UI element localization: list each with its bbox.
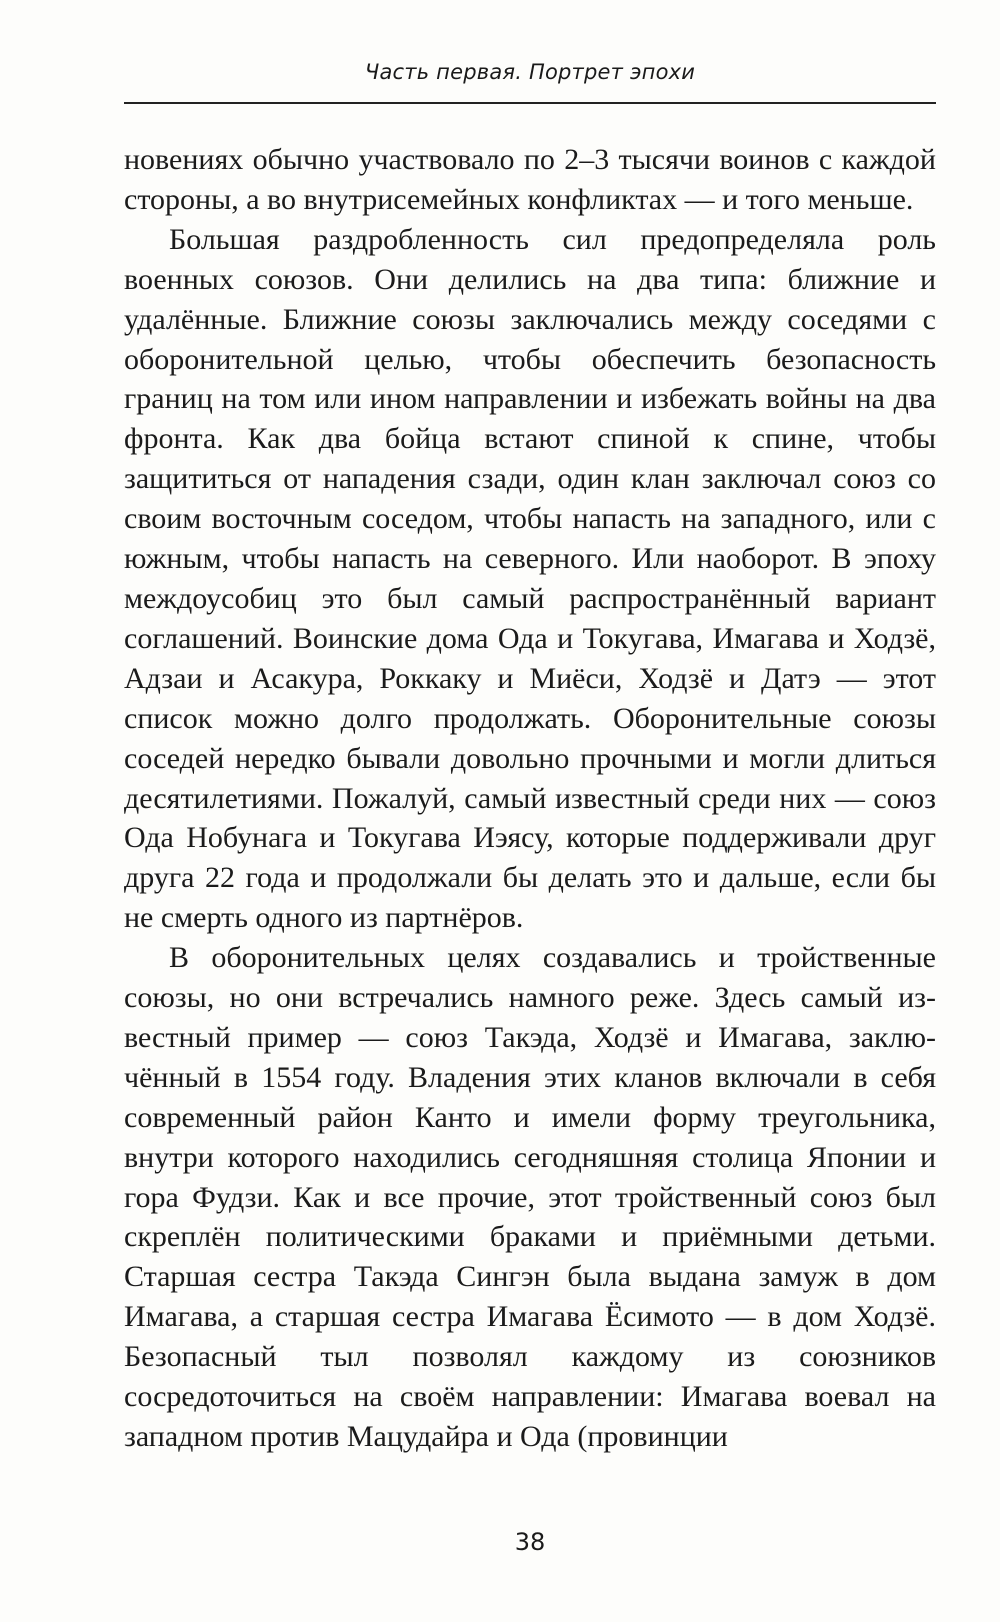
- running-head-title: Часть первая. Портрет эпохи: [364, 60, 696, 84]
- paragraph-continuation: новениях обычно участвовало по 2–3 тысячи воинов с каждой стороны, а во внутрисемейных конфликтах — и того меньше.: [124, 143, 936, 216]
- paragraph-military-alliances: Большая раздробленность сил предопределяла роль военных союзов. Они делились на два типа: ближние и удалённые. Ближние союзы заключались между соседями с оборонительной целью, чтобы обеспечить безопасность границ на том или ином направлении и избежать войны на два фронта. Как два бойца встают спиной к спине, чтобы защититься от нападения сзади, один клан заключал союз со своим восточным соседом, чтобы напасть на западного, или с южным, чтобы напасть на северного. Или наоборот. В эпоху междоусобиц это был самый распространённый вариант соглашений. Воинские дома Ода и Токугава, Имагава и Ходзё, Адзаи и Асакура, Роккаку и Миёси, Ходзё и Датэ — этот список можно долго продолжать. Оборонительные союзы соседей нередко бывали довольно прочными и могли длиться десятилетиями. Пожалуй, самый известный среди них — союз Ода Нобунага и Токугава Иэясу, которые поддерживали друг друга 22 года и продолжали бы делать это и дальше, если бы не смерть одного из партнёров.: [124, 222, 936, 935]
- header-rule: [124, 102, 936, 104]
- page-number: 38: [514, 1528, 546, 1556]
- paragraph-triple-alliances: В оборонительных целях создавались и тройственные союзы, но они встречались намного реже. Здесь самый известный пример — союз Такэда, Ходзё и Имагава, заключённый в 1554 году. Владения этих кланов включали в себя современный район Канто и имели форму треугольника, внутри которого находились сегодняшняя столица Японии и гора Фудзи. Как и все прочие, этот тройственный союз был скреплён политическими браками и приёмными детьми. Старшая сестра Такэда Сингэн была выдана замуж в дом Имагава, а старшая сестра Имагава Ёсимото — в дом Ходзё. Безопасный тыл позволял каждому из союзников сосредоточиться на своём направлении: Имагава воевал на западном против Мацудайра и Ода (провинции: [124, 941, 936, 1453]
- body-text: [124, 140, 936, 1457]
